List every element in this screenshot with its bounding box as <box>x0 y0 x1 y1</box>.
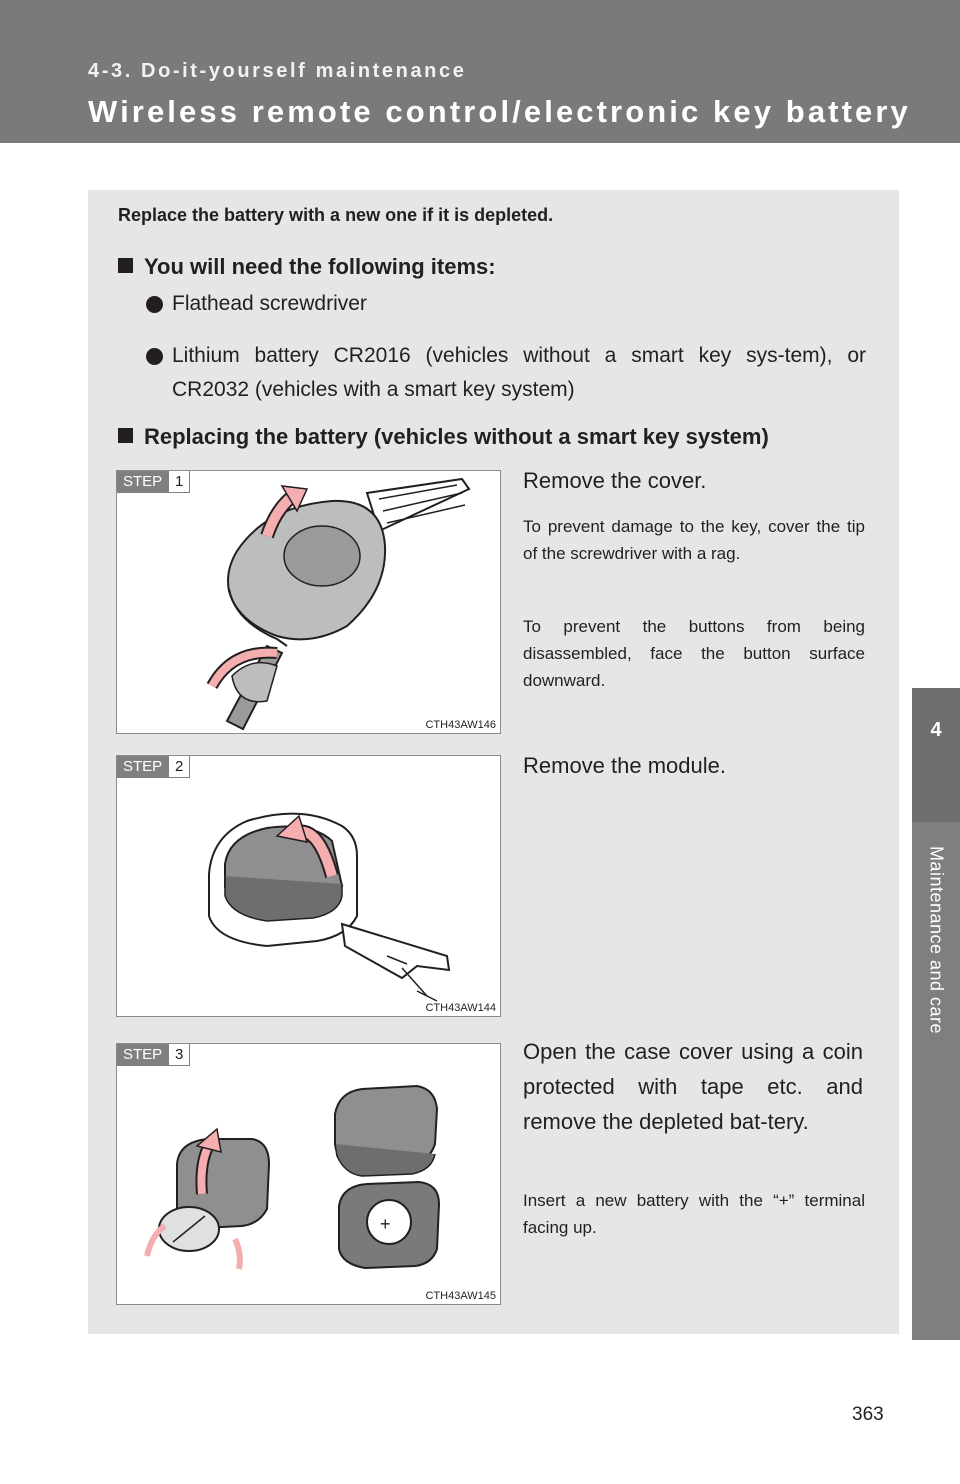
section-subtitle: 4-3. Do-it-yourself maintenance <box>88 60 467 82</box>
image-code: CTH43AW144 <box>425 1002 496 1014</box>
step-3-note: Insert a new battery with the “+” terminal facing up. <box>523 1191 865 1237</box>
step-2-instruction: Remove the module. <box>523 753 726 778</box>
battery-replacement-illustration <box>117 1044 500 1304</box>
step-1-note: To prevent damage to the key, cover the tip of the screwdriver with a rag. <box>523 517 865 563</box>
square-bullet-icon <box>118 258 133 273</box>
image-code: CTH43AW145 <box>425 1290 496 1302</box>
step-3-figure <box>116 1043 501 1305</box>
step-3-instruction: Open the case cover using a coin protected with tape etc. and remove the depleted bat-tery. <box>523 1039 863 1134</box>
page-title: Wireless remote control/electronic key battery <box>88 94 911 129</box>
step-1-instruction: Remove the cover. <box>523 468 707 493</box>
step-1-figure <box>116 470 501 734</box>
svg-text:+: + <box>380 1214 391 1234</box>
step-2-figure <box>116 755 501 1017</box>
bullet-icon <box>146 296 163 313</box>
page-number: 363 <box>852 1404 884 1425</box>
list-item: Lithium battery CR2016 (vehicles without a smart key sys-tem), or CR2032 (vehicles with a smart key system) <box>146 339 866 407</box>
step-badge: STEP 1 <box>117 471 190 493</box>
step-badge: STEP 2 <box>117 756 190 778</box>
image-code: CTH43AW146 <box>425 719 496 731</box>
list-item: Flathead screwdriver <box>146 287 866 321</box>
key-cover-illustration <box>117 471 500 733</box>
replace-heading: Replacing the battery (vehicles without a smart key system) <box>118 424 769 450</box>
step-badge: STEP 3 <box>117 1044 190 1066</box>
chapter-number: 4 <box>912 688 960 822</box>
intro-text: Replace the battery with a new one if it is depleted. <box>118 205 554 225</box>
square-bullet-icon <box>118 428 133 443</box>
bullet-icon <box>146 348 163 365</box>
items-heading: You will need the following items: <box>118 254 496 280</box>
key-module-illustration <box>117 756 500 1016</box>
footer-watermark: carmanualsonline.info <box>708 1463 845 1479</box>
chapter-label: Maintenance and care <box>926 845 947 1035</box>
step-1-note: To prevent the buttons from being disassembled, face the button surface downward. <box>523 617 865 690</box>
